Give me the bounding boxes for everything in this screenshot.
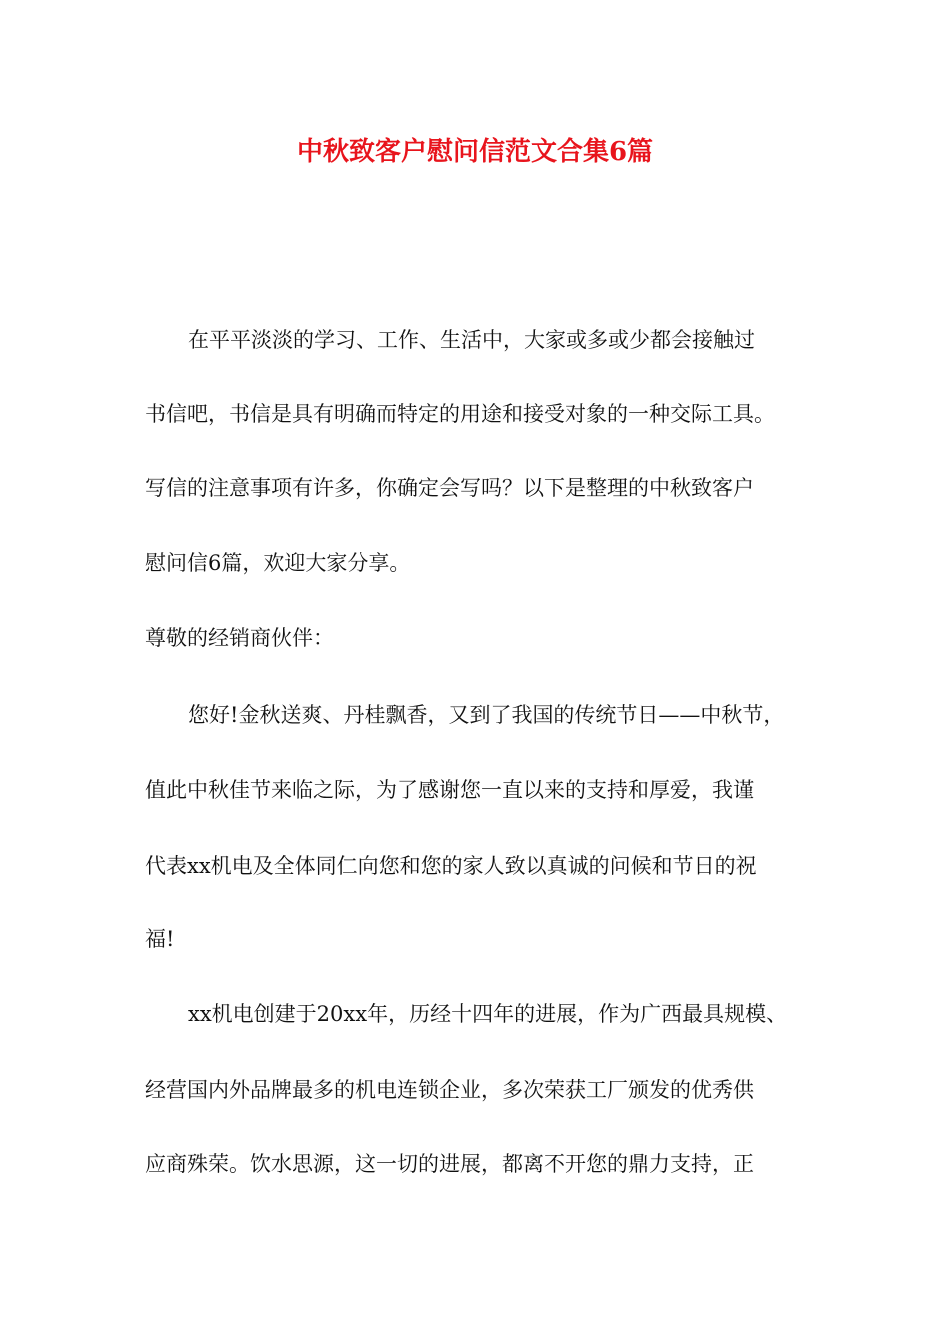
paragraph-line: 福! <box>145 927 175 951</box>
salutation-line: 尊敬的经销商伙伴： <box>145 626 334 650</box>
paragraph-line: 经营国内外品牌最多的机电连锁企业，多次荣获工厂颁发的优秀供 <box>145 1078 754 1102</box>
paragraph-line: 代表xx机电及全体同仁向您和您的家人致以真诚的问候和节日的祝 <box>145 854 757 878</box>
paragraph-line: 在平平淡淡的学习、工作、生活中，大家或多或少都会接触过 <box>188 328 755 352</box>
paragraph-line: 写信的注意事项有许多，你确定会写吗？以下是整理的中秋致客户 <box>145 476 754 500</box>
paragraph-line: 值此中秋佳节来临之际，为了感谢您一直以来的支持和厚爱，我谨 <box>145 778 754 802</box>
paragraph-line: xx机电创建于20xx年，历经十四年的进展，作为广西最具规模、 <box>188 1002 788 1026</box>
paragraph-line: 书信吧，书信是具有明确而特定的用途和接受对象的一种交际工具。 <box>145 402 775 426</box>
paragraph-line: 您好!金秋送爽、丹桂飘香，又到了我国的传统节日——中秋节， <box>188 703 785 727</box>
paragraph-line: 应商殊荣。饮水思源，这一切的进展，都离不开您的鼎力支持，正 <box>145 1152 754 1176</box>
paragraph-line: 慰问信6篇，欢迎大家分享。 <box>145 551 411 575</box>
document-title: 中秋致客户慰问信范文合集6篇 <box>296 137 654 167</box>
